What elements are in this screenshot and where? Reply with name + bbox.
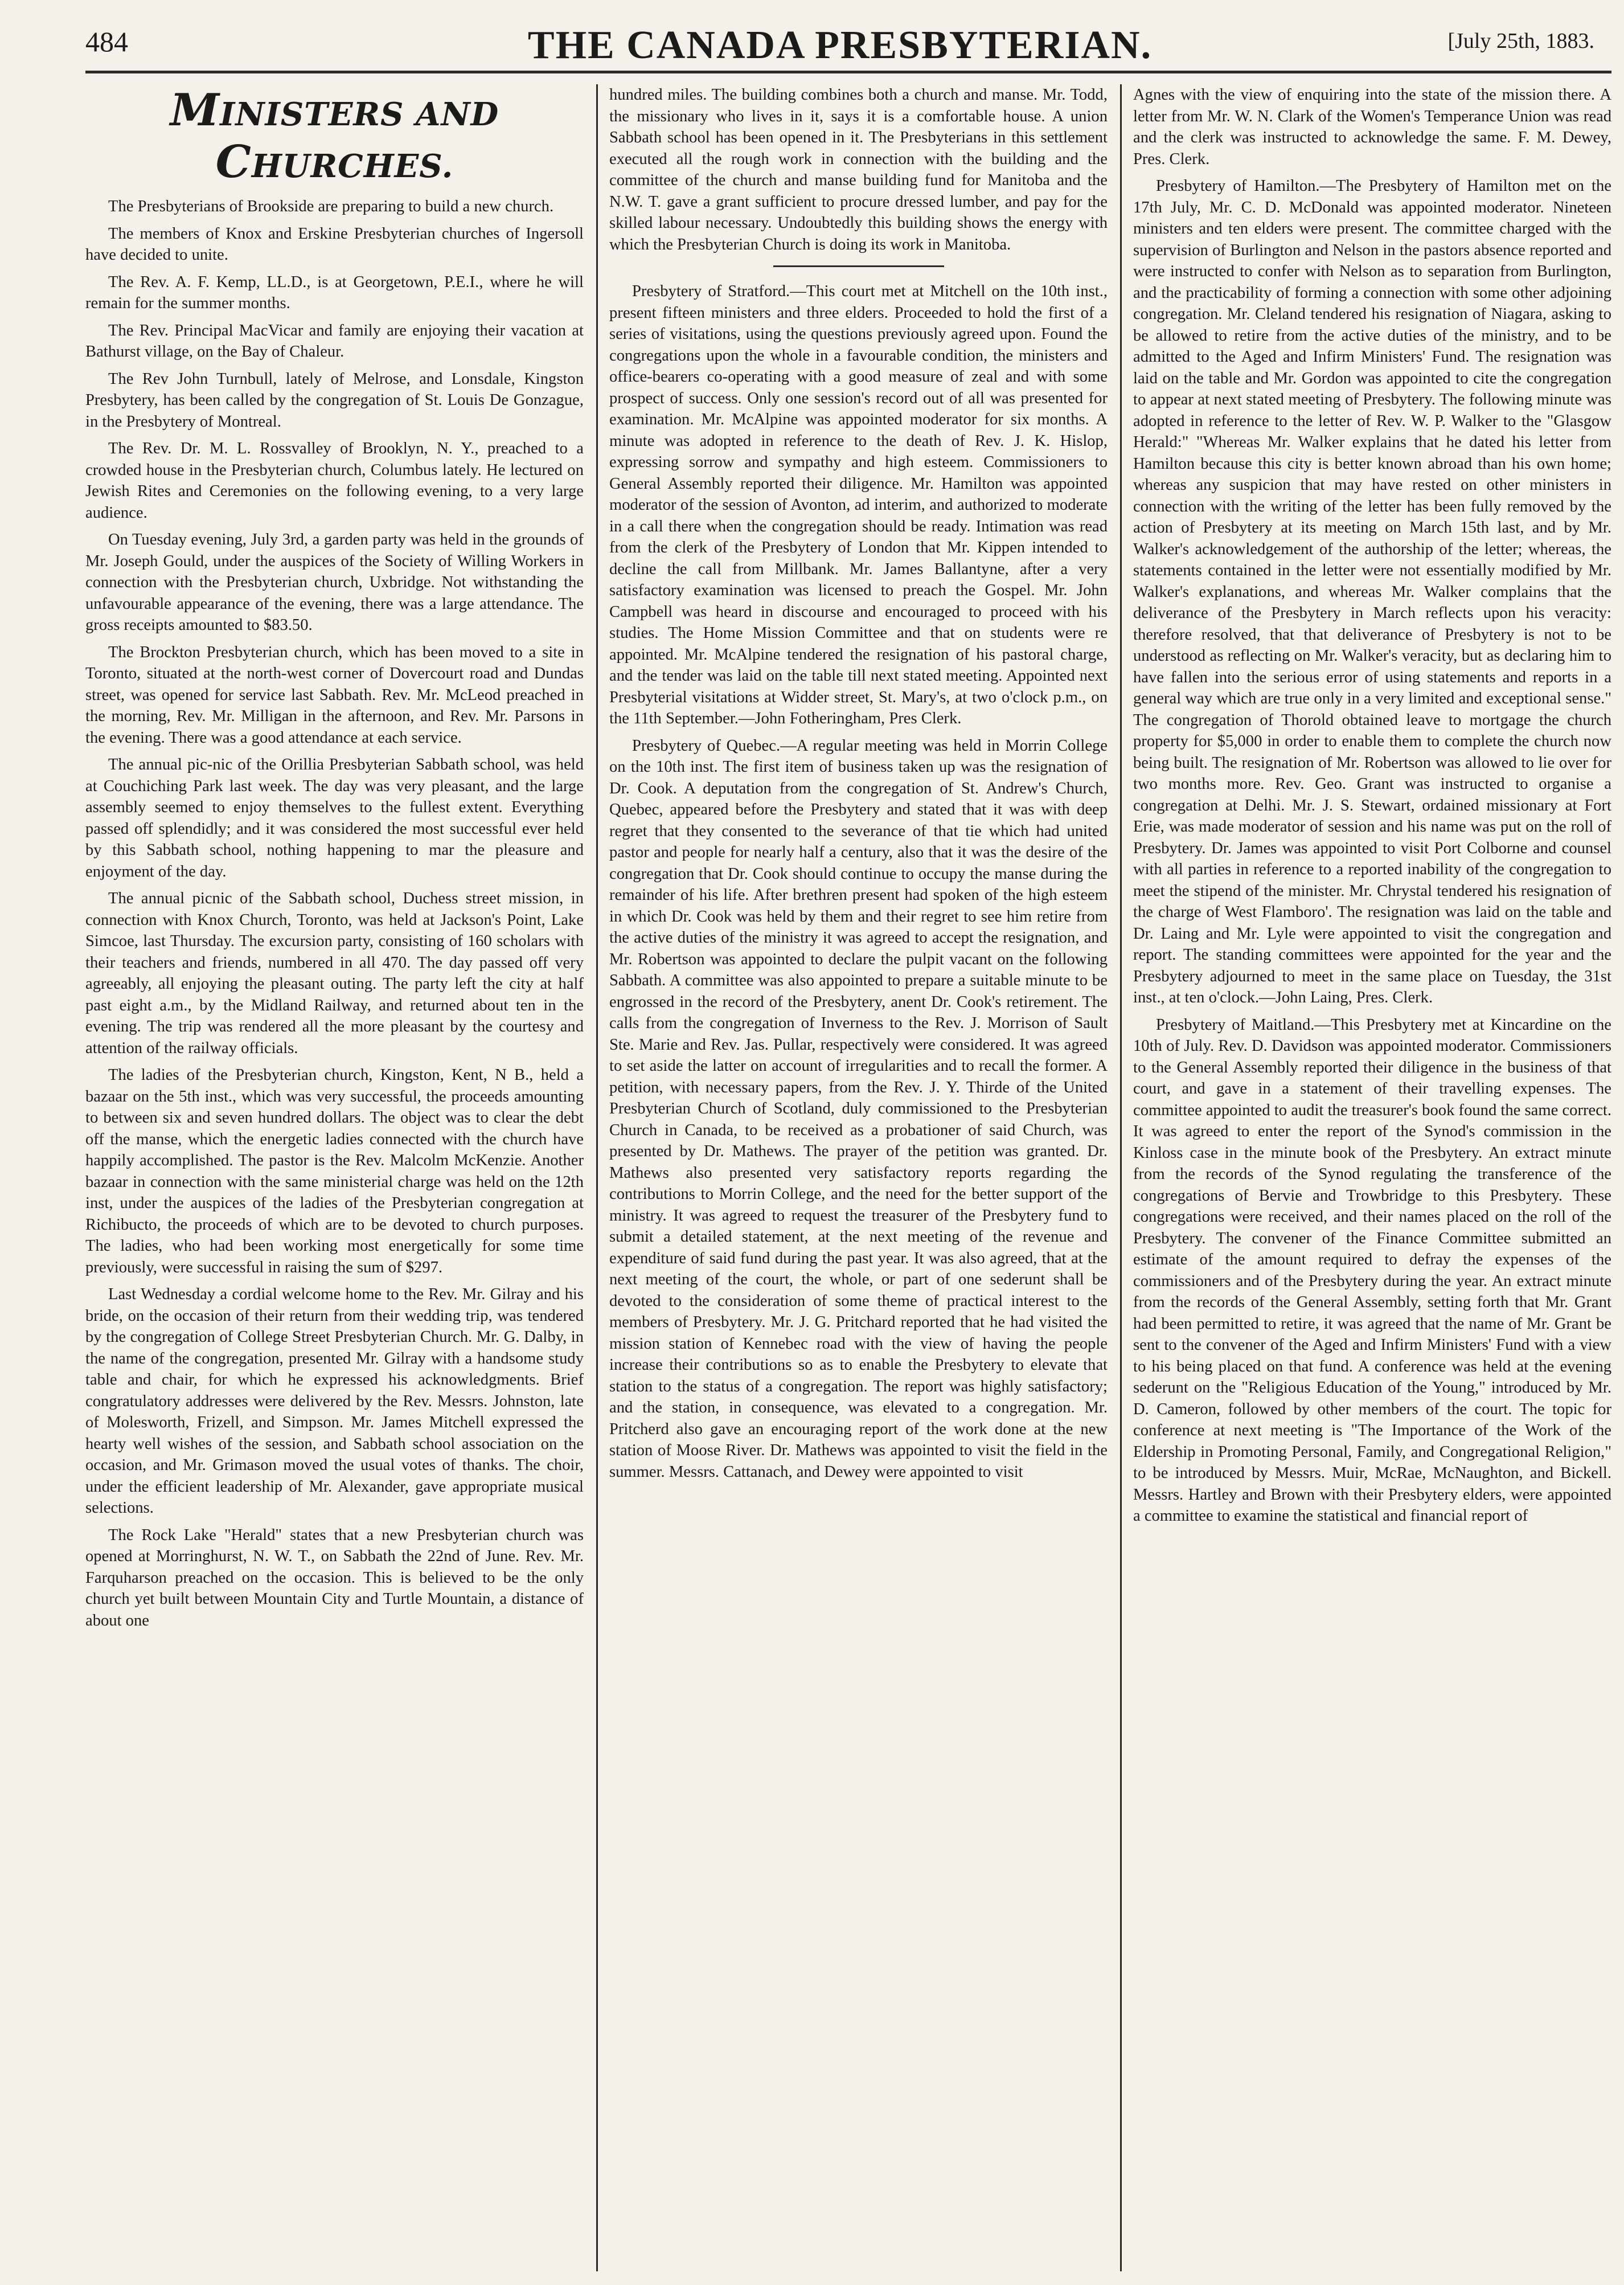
presbytery-report-quebec: Presbytery of Quebec.—A regular meeting was held in Morrin College on the 10th inst. The first item of business taken up was the resignation of Dr. Cook. A deputation from the congregation of St. Andrew's Church, Quebec, appeared before the Presbytery and stated that it was with deep regret that they consented to the severance of that tie which had united pastor and people for nearly half a century, also that it was the desire of the congregation that Dr. Cook should continue to occupy the manse during the remainder of his life. After brethren present had spoken of the high esteem in which Dr. Cook was held by them and their regret to see him retire from the active duties of the ministry it was agreed to accept the resignation, and Mr. Robertson was appointed to declare the pulpit vacant on the following Sabbath. A committee was also appointed to prepare a suitable minute to be engrossed in the record of the Presbytery, anent Dr. Cook's retirement. The calls from the congregation of Inverness to the Rev. J. Morrison of Sault Ste. Marie and Rev. Jas. Pullar, respectively were considered. It was agreed to set aside the latter on account of irregularities and to recall the former. A petition, with necessary papers, from the Rev. J. Y. Thirde of the United Presbyterian Church of Scotland, duly commissioned to the Presbyterian Church in Canada, to be received as a probationer of said Church, was presented by Dr. Mathews. The prayer of the petition was granted. Dr. Mathews also presented very satisfactory reports regarding the contributions to Morrin College, and the need for the better support of the ministry. It was agreed to request the treasurer of the Presbytery fund to submit a detailed statement, at the next meeting of the revenue and expenditure of said fund during the past year. It was also agreed, that at the next meeting of the court, the whole, or part of one sederunt shall be devoted to the consideration of some theme of practical interest to the members of Presbytery. Mr. J. G. Pritchard reported that he had visited the mission station of Kennebec road with the view of having the people increase their contributions so as to enable the Presbytery to elevate that station to the status of a congregation. The report was highly satisfactory; and the station, in consequence, was elevated to a congregation. Mr. Pritcherd also gave an encouraging report of the work done at the new station of Moose River. Dr. Mathews was appointed to visit the field in the summer. Messrs. Cattanach, and Dewey were appointed to visit: [609, 736, 1108, 1481]
news-item: The annual pic-nic of the Orillia Presbyterian Sabbath school, was held at Couchiching Park last week. The day was very pleasant, and the large assembly seemed to enjoy themselves to the fullest extent. Everything passed off splendidly; and it was considered the most successful ever held by this Sabbath school, nothing happening to mar the pleasure and enjoyment of the day.: [85, 756, 584, 881]
page-number: 484: [85, 26, 128, 58]
news-item: Last Wednesday a cordial welcome home to the Rev. Mr. Gilray and his bride, on the occasion of their return from their wedding trip, was tendered by the congregation of College Street Presbyterian Church. Mr. G. Dalby, in the name of the congregation, presented Mr. Gilray with a handsome study table and chair, for which he expressed his acknowledgments. Brief congratulatory addresses were delivered by the Rev. Messrs. Johnston, late of Molesworth, Frizell, and Simpson. Mr. James Mitchell expressed the hearty well wishes of the session, and Sabbath school association on the occasion, and Mr. Grimason moved the usual votes of thanks. The choir, under the efficient leadership of Mr. Alexander, gave appropriate musical selections.: [85, 1285, 584, 1517]
news-item: The members of Knox and Erskine Presbyterian churches of Ingersoll have decided to unite.: [85, 224, 584, 264]
news-item: The Presbyterians of Brookside are preparing to build a new church.: [108, 198, 554, 215]
column-divider-2: [1120, 84, 1122, 2271]
news-item: The Rev. Dr. M. L. Rossvalley of Brooklyn, N. Y., preached to a crowded house in the Presbyterian church, Columbus lately. He lectured on Jewish Rites and Ceremonies on the following evening, to a very large audience.: [85, 440, 584, 522]
page-header: [85, 17, 1594, 68]
column-divider-1: [596, 84, 598, 2271]
news-item: The Brockton Presbyterian church, which has been moved to a site in Toronto, situated at the north-west corner of Dovercourt road and Dundas street, was opened for service last Sabbath. Rev. Mr. McLeod preached in the morning, Rev. Mr. Milligan in the afternoon, and Rev. Mr. Parsons in the evening. There was a good attendance at each service.: [85, 643, 584, 747]
column-2: [609, 84, 1108, 2268]
section-heading: MINISTERS AND CHURCHES.: [170, 84, 499, 188]
news-item: The Rev John Turnbull, lately of Melrose, and Lonsdale, Kingston Presbytery, has been called by the congregation of St. Louis De Gonzague, in the Presbytery of Montreal.: [85, 370, 584, 431]
presbytery-report-maitland: Presbytery of Maitland.—This Presbytery met at Kincardine on the 10th of July. Rev. D. Davidson was appointed moderator. Commissioners to the General Assembly reported their diligence in the business of that court, and gave in a statement of their travelling expenses. The committee appointed to audit the treasurer's book found the same correct. It was agreed to enter the report of the Synod's commission in the Kinloss case in the minute book of the Presbytery. An extract minute from the records of the Synod regulating the transference of the congregations of Bervie and Trowbridge to this Presbytery. These congregations were received, and their names placed on the roll of the Presbytery. The convener of the Finance Committee submitted an estimate of the amount required to defray the expenses of the commissioners and of the Presbytery during the year. An extract minute from the records of the General Assembly, setting forth that Mr. Grant had been permitted to retire, it was agreed that the name of Mr. Grant be sent to the convener of the Aged and Infirm Ministers' Fund with a view to his being placed on that fund. A conference was held at the evening sederunt on the "Religious Education of the Young," introduced by Mr. D. Cameron, followed by other members of the court. The topic for conference at next meeting is "The Importance of the Work of the Eldership in Promoting Personal, Family, and Congregational Religion," to be introduced by Messrs. Muir, McRae, McNaughton, and Bickell. Messrs. Hartley and Brown with their Presbytery elders, were appointed a committee to examine the statistical and financial report of: [1133, 1015, 1611, 1525]
presbytery-report-stratford: Presbytery of Stratford.—This court met at Mitchell on the 10th inst., present fifteen ministers and three elders. Proceeded to hold the first of a series of visitations, using the questions previously agreed upon. Found the congregations upon the whole in a favourable condition, the ministers and office-bearers co-operating with a good measure of zeal and with some prospect of success. Only one session's record out of all was presented for examination. Mr. McAlpine was appointed moderator for six months. A minute was adopted in reference to the death of Rev. J. K. Hislop, expressing sorrow and sympathy and high esteem. Commissioners to General Assembly reported their diligence. Mr. Hamilton was appointed moderator of the session of Avonton, ad interim, and authorized to moderate in a call there when the congregation should be ready. Intimation was read from the clerk of the Presbytery of London that Mr. Kippen intended to decline the call from Millbank. Mr. James Ballantyne, after a very satisfactory examination was licensed to preach the Gospel. Mr. John Campbell was heard in discourse and encouraged to proceed with his studies. The Home Mission Committee and that on students were re appointed. Mr. McAlpine tendered the resignation of his pastoral charge, and the tender was laid on the table till next stated meeting. Appointed next Presbyterial visitations at Widder street, St. Mary's, at two o'clock p.m., on the 11th September.—John Fotheringham, Pres Clerk.: [609, 282, 1108, 727]
news-item: The Rock Lake "Herald" states that a new Presbyterian church was opened at Morringhurst, N. W. T., on Sabbath the 22nd of June. Rev. Mr. Farquharson preached on the occasion. This is believed to be the only church yet built between Mountain City and Turtle Mountain, a distance of about one: [85, 1526, 584, 1629]
presbytery-report-hamilton: Presbytery of Hamilton.—The Presbytery of Hamilton met on the 17th July, Mr. C. D. McDonald was appointed moderator. Nineteen ministers and ten elders were present. The committee charged with the supervision of Burlington and Nelson in the pastors absence reported and were instructed to confer with Nelson as to separation from Burlington, and the practicability of forming a connection with some other adjoining congregation. Mr. Cleland tendered his resignation of Niagara, asking to be allowed to retire from the active duties of the ministry, and to be admitted to the Aged and Infirm Ministers' Fund. The resignation was laid on the table and Mr. Gordon was appointed to cite the congregation to appear at next stated meeting of Presbytery. The following minute was adopted in reference to the letter of Rev. W. P. Walker to the "Glasgow Herald:" "Whereas Mr. Walker explains that he dated his letter from Hamilton because this city is better known abroad than his own home; whereas any suspicion that may have rested on other ministers in connection with the writing of the letter has been fully removed by the action of Presbytery at its meeting on March 15th last, and by Mr. Walker's acknowledgement of the authorship of the letter; whereas, the statements contained in the letter were not essentially modified by Mr. Walker's explanations, and whereas Mr. Walker complains that the deliverance of the Presbytery in March reflects upon his veracity: therefore resolved, that that deliverance of Presbytery is not to be understood as reflecting on Mr. Walker's veracity, but as declaring him to have fallen into the serious error of using statements and reports in a general way which are true only in a very limited and exceptional sense." The congregation of Thorold obtained leave to mortgage the church property for $5,000 in order to enable them to complete the church now being built. The resignation of Mr. Robertson was allowed to lie over for two months more. Rev. Geo. Grant was instructed to organise a congregation at Delhi. Mr. J. S. Stewart, ordained missionary at Fort Erie, was made moderator of session and his name was put on the roll of Presbytery. Dr. James was appointed to visit Port Colborne and counsel with all parties in reference to a reported inability of the congregation to meet the stipend of the minister. Mr. Chrystal tendered his resignation of the charge of West Flamboro'. The resignation was laid on the table and Dr. Laing and Mr. Lyle were appointed to visit the congregation and report. The standing committees were appointed for the year and the Presbytery adjourned to meet in the same place on Tuesday, the 31st inst., at ten o'clock.—John Laing, Pres. Clerk.: [1133, 177, 1611, 1006]
news-item: The annual picnic of the Sabbath school, Duchess street mission, in connection with Knox Church, Toronto, was held at Jackson's Point, Lake Simcoe, last Thursday. The excursion party, consisting of 160 scholars with their teachers and friends, numbered in all 470. The day passed off very agreeably, all enjoying the pleasant outing. The party left the city at half past eight a.m., by the Midland Railway, and returned about ten in the evening. The trip was rendered all the more pleasant by the courtesy and attention of the railway officials.: [85, 890, 584, 1057]
news-item: The Rev. A. F. Kemp, LL.D., is at Georgetown, P.E.I., where he will remain for the summer months.: [85, 273, 584, 312]
publication-title: THE CANADA PRESBYTERIAN.: [527, 23, 1153, 67]
article-separator: [773, 265, 944, 267]
issue-date: [July 25th, 1883.: [1447, 29, 1594, 53]
news-item: The ladies of the Presbyterian church, Kingston, Kent, N B., held a bazaar on the 5th inst., which was very successful, the proceeds amounting to between six and seven hundred dollars. The object was to clear the debt off the manse, which the energetic ladies connected with the church have happily accomplished. The pastor is the Rev. Malcolm McKenzie. Another bazaar in connection with the same ministerial charge was held on the 12th inst, under the auspices of the ladies of the Presbyterian congregation at Richibucto, the proceeds of which are to be devoted to church purposes. The ladies, who had been working most energetically for some time previously, were successful in raising the sum of $297.: [85, 1066, 584, 1276]
column-3: [1133, 84, 1611, 2268]
header-rule: [85, 71, 1611, 73]
news-item-continued: hundred miles. The building combines both a church and manse. Mr. Todd, the missionary who lives in it, says it is a comfortable house. A union Sabbath school has been opened in it. The Presbyterians in this settlement executed all the rough work in connection with the building and the committee of the church and manse building fund for Manitoba and the N.W. T. gave a grant sufficient to procure dressed lumber, and pay for the skilled labour necessary. Undoubtedly this building shows the energy with which the Presbyterian Church is doing its work in Manitoba.: [609, 86, 1108, 253]
presbytery-report-quebec-continued: Agnes with the view of enquiring into the state of the mission there. A letter from Mr. W. N. Clark of the Women's Temperance Union was read and the clerk was instructed to acknowledge the same. F. M. Dewey, Pres. Clerk.: [1133, 86, 1611, 168]
column-1: [85, 84, 584, 2268]
news-item: On Tuesday evening, July 3rd, a garden party was held in the grounds of Mr. Joseph Gould, under the auspices of the Society of Willing Workers in connection with the Presbyterian church, Uxbridge. Not withstanding the unfavourable appearance of the evening, there was a large attendance. The gross receipts amounted to $83.50.: [85, 531, 584, 634]
news-item: The Rev. Principal MacVicar and family are enjoying their vacation at Bathurst village, on the Bay of Chaleur.: [85, 321, 584, 361]
